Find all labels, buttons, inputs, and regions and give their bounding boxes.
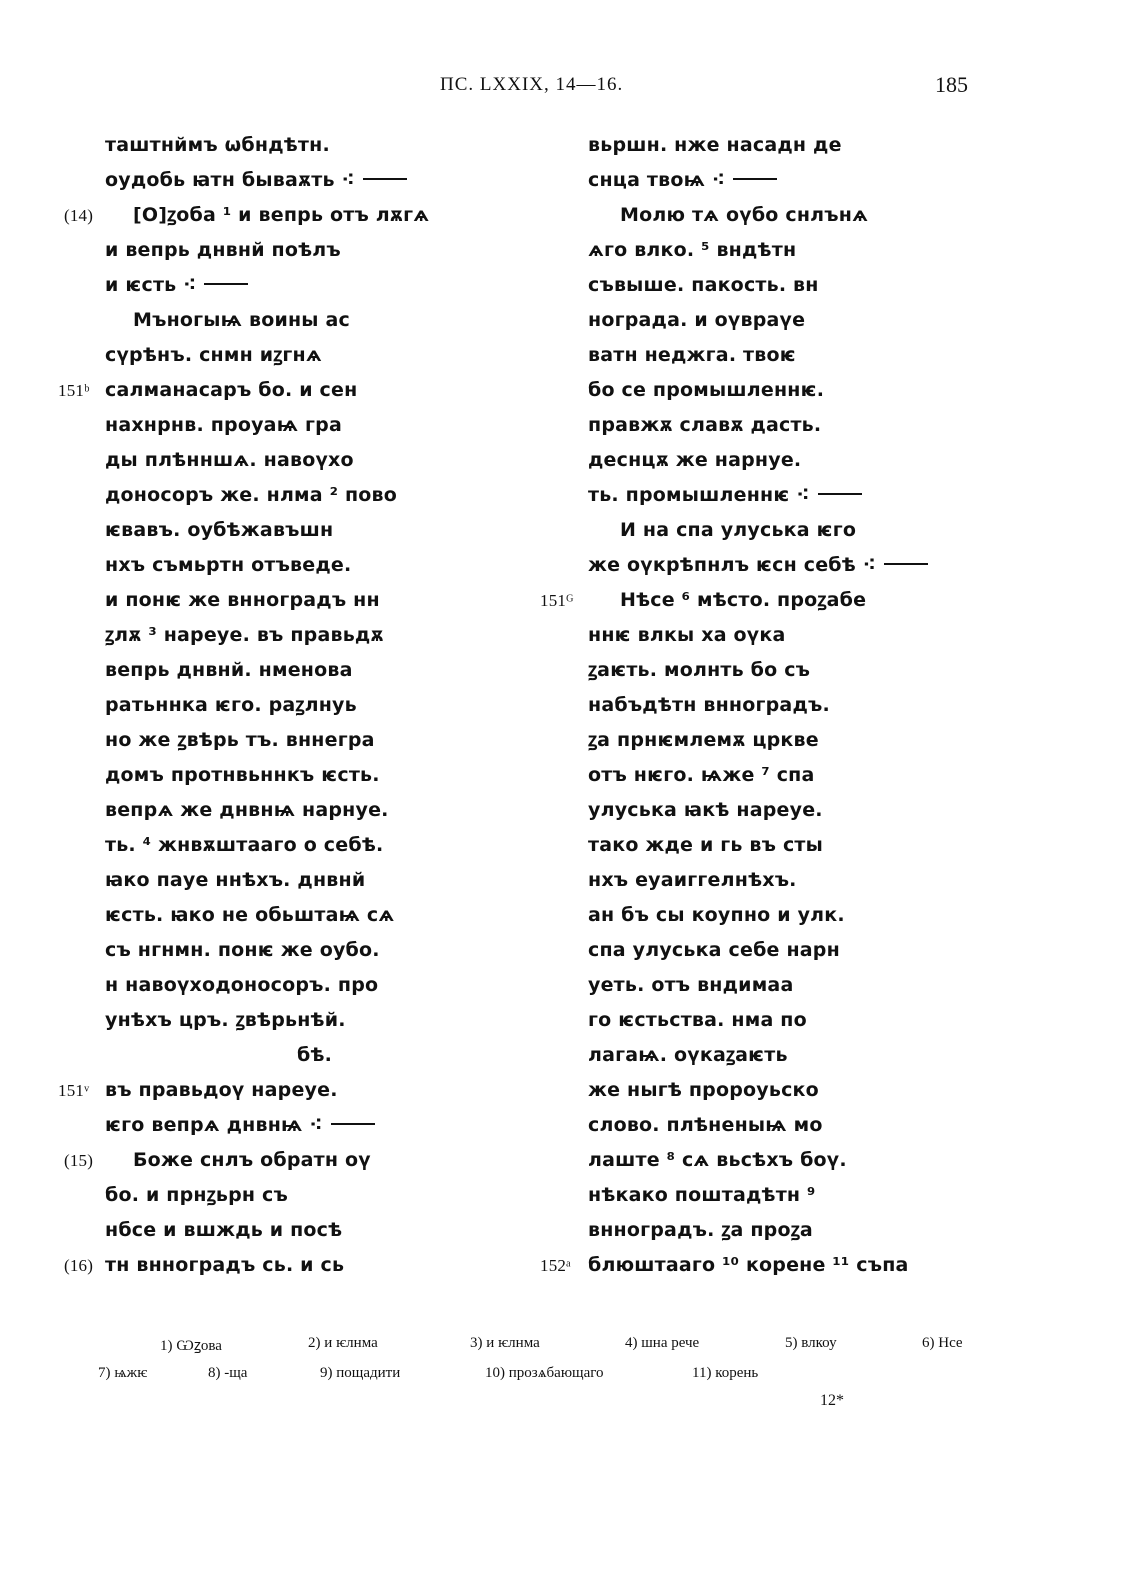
line-text-content: внноградъ. ꙁа проꙁа <box>588 1219 813 1241</box>
line-text <box>105 968 378 1003</box>
text-line <box>0 198 540 233</box>
text-line <box>540 863 960 898</box>
footnote: 3) и ѥлнма <box>470 1335 540 1351</box>
line-text-content: н навоүходоносоръ. про <box>105 974 379 996</box>
line-text <box>105 758 380 793</box>
text-line <box>0 513 540 548</box>
verse-end-dash <box>331 1123 375 1125</box>
text-line <box>540 443 960 478</box>
line-text-content: снца твоѩ ⁖ <box>588 169 726 191</box>
line-text <box>588 653 810 688</box>
line-text-content: салманасаръ бо. и сен <box>105 379 358 401</box>
page-header <box>0 72 1140 102</box>
line-text <box>588 863 797 898</box>
line-text-content: тн внноградъ сь. и сь <box>105 1254 345 1276</box>
text-line <box>540 548 960 583</box>
verse-end-dash <box>204 283 248 285</box>
text-line <box>540 128 960 163</box>
margin-reference: 151ᴳ <box>540 591 574 610</box>
text-line <box>540 1003 960 1038</box>
line-text <box>588 1003 807 1038</box>
line-text <box>105 898 394 933</box>
line-text <box>105 653 353 688</box>
line-text-content: блюштааго ¹⁰ корене ¹¹ съпа <box>588 1254 909 1276</box>
line-text <box>588 793 823 828</box>
verse-end-dash <box>733 178 777 180</box>
text-line <box>540 1143 960 1178</box>
text-line <box>540 408 960 443</box>
line-text <box>105 1073 338 1108</box>
text-line <box>0 688 540 723</box>
text-line <box>0 233 540 268</box>
line-text-content: и ѥсть ⁖ <box>105 274 197 296</box>
footnotes <box>0 1335 1140 1395</box>
right-column <box>540 128 960 1283</box>
line-text-content: нбсе и вшждь и посѣ <box>105 1219 343 1241</box>
line-text <box>588 828 823 863</box>
text-line <box>0 618 540 653</box>
text-line <box>540 373 960 408</box>
line-text-content: бо. и прнꙁьрн съ <box>105 1184 289 1206</box>
line-text-content: улуська ꙗкѣ нареуе. <box>588 799 823 821</box>
running-head: ПС. LXXIX, 14—16. <box>440 74 624 95</box>
line-text-content: нхъ еуаиггелнѣхъ. <box>588 869 797 891</box>
line-text-content: ватн неджга. твоѥ <box>588 344 796 366</box>
text-line <box>0 863 540 898</box>
text-line <box>0 478 540 513</box>
text-line <box>0 268 540 303</box>
text-line <box>0 828 540 863</box>
text-line <box>0 1038 540 1073</box>
line-text <box>588 478 862 513</box>
line-text <box>105 163 407 198</box>
text-line <box>0 1143 540 1178</box>
text-line <box>540 758 960 793</box>
footnote: 7) ѩжѥ <box>98 1365 148 1381</box>
text-line <box>540 1178 960 1213</box>
line-text-content: вьршн. нже насадн де <box>588 134 842 156</box>
line-text <box>588 443 801 478</box>
text-line <box>540 1108 960 1143</box>
line-text-content: [О]ꙁоба ¹ и вепрь отъ лѫгѧ <box>133 204 430 226</box>
line-text-content: набъдѣтн внноградъ. <box>588 694 830 716</box>
line-text-content: спа улуська себе нарн <box>588 939 840 961</box>
line-text <box>588 128 842 163</box>
line-text <box>588 1213 813 1248</box>
text-line <box>0 443 540 478</box>
line-text <box>297 1038 332 1073</box>
line-text-content: Нѣсе ⁶ мѣсто. проꙁабе <box>620 589 867 611</box>
footnote: 8) -ща <box>208 1365 248 1381</box>
line-text <box>588 163 777 198</box>
text-line <box>0 758 540 793</box>
line-text <box>105 408 342 443</box>
line-text <box>620 198 868 233</box>
text-line <box>540 1038 960 1073</box>
text-line <box>540 1213 960 1248</box>
line-text-content: бѣ. <box>297 1044 333 1066</box>
line-text-content: бо се промышленнѥ. <box>588 379 825 401</box>
line-text-content: ѥго вепрѧ днвнѩ ⁖ <box>105 1114 323 1136</box>
text-line <box>0 163 540 198</box>
line-text-content: Молю тѧ оүбо снлънѧ <box>620 204 869 226</box>
line-text-content: лагаѩ. оүкаꙁаѥть <box>588 1044 788 1066</box>
verse-end-dash <box>363 178 407 180</box>
text-line <box>540 828 960 863</box>
text-line <box>540 968 960 1003</box>
line-text-content: Боже снлъ обратн оү <box>133 1149 371 1171</box>
footnote: 1) Ѡꙁова <box>160 1338 222 1354</box>
line-text-content: съ нгнмн. понѥ же оубо. <box>105 939 380 961</box>
line-text <box>588 338 796 373</box>
text-line <box>0 1108 540 1143</box>
text-line <box>0 583 540 618</box>
text-line <box>0 1003 540 1038</box>
line-text-content: и вепрь днвнй поѣлъ <box>105 239 341 261</box>
margin-reference: 152ᵃ <box>540 1256 571 1275</box>
line-text-content: вепрѧ же днвнѩ нарнуе. <box>105 799 389 821</box>
footnote: 2) и ѥлнма <box>308 1335 378 1351</box>
footnote: 10) прозѧбающаго <box>485 1365 604 1381</box>
text-line <box>540 1073 960 1108</box>
footnote-row <box>0 1365 1140 1395</box>
text-line <box>0 1213 540 1248</box>
text-line <box>0 1073 540 1108</box>
text-line <box>0 653 540 688</box>
line-text <box>105 1213 342 1248</box>
line-text-content: ꙁлѫ ³ нареуе. въ правьдѫ <box>105 624 384 646</box>
line-text <box>105 373 357 408</box>
line-text <box>105 128 330 163</box>
footnote-row <box>0 1335 1140 1365</box>
line-text-content: ꙁаѥть. молнть бо съ <box>588 659 811 681</box>
text-line <box>540 513 960 548</box>
line-text-content: лаште ⁸ сѧ вьсѣхъ боү. <box>588 1149 847 1171</box>
line-text-content: Мъногыѩ воины ас <box>133 309 350 331</box>
line-text <box>620 513 856 548</box>
line-text-content: ꙗко пауе ннѣхъ. днвнй <box>105 869 366 891</box>
left-column <box>0 128 540 1283</box>
footnote: 4) шна рече <box>625 1335 700 1351</box>
line-text-content: нахнрнв. проуаѩ гра <box>105 414 342 436</box>
line-text-content: ѥвавъ. оубѣжавъшн <box>105 519 334 541</box>
line-text <box>588 373 824 408</box>
line-text-content: же оүкрѣпнлъ ѥсн себѣ ⁖ <box>588 554 876 576</box>
margin-reference: 151ᵇ <box>58 381 90 400</box>
line-text <box>588 408 821 443</box>
line-text-content: отъ нѥго. ѩже ⁷ спа <box>588 764 815 786</box>
line-text-content: слово. плѣненыѩ мо <box>588 1114 823 1136</box>
footnote: 5) влкоу <box>785 1335 837 1351</box>
margin-reference: 151ᵛ <box>58 1081 90 1100</box>
line-text <box>105 863 365 898</box>
verse-end-dash <box>818 493 862 495</box>
line-text-content: же ныгѣ пророуьско <box>588 1079 819 1101</box>
line-text <box>588 548 928 583</box>
text-line <box>540 583 960 618</box>
text-line <box>0 338 540 373</box>
line-text <box>105 338 322 373</box>
text-line <box>540 268 960 303</box>
line-text <box>105 513 333 548</box>
line-text <box>588 1178 816 1213</box>
text-line <box>540 723 960 758</box>
line-text <box>105 933 380 968</box>
text-line <box>540 198 960 233</box>
text-line <box>540 793 960 828</box>
line-text <box>133 198 429 233</box>
text-line <box>0 968 540 1003</box>
text-line <box>0 1248 540 1283</box>
line-text <box>105 828 383 863</box>
footnote: 9) пощадити <box>320 1365 401 1381</box>
text-line <box>0 793 540 828</box>
page-number: 185 <box>935 72 968 97</box>
text-line <box>540 163 960 198</box>
footnote: 11) корень <box>692 1365 759 1381</box>
line-text <box>588 723 819 758</box>
line-text <box>588 1108 823 1143</box>
line-text <box>620 583 866 618</box>
line-text <box>105 583 380 618</box>
line-text-content: ть. ⁴ жнвѫштааго о себѣ. <box>105 834 384 856</box>
line-text-content: оудобь ꙗтн бываѫть ⁖ <box>105 169 355 191</box>
line-text-content: ннѥ влкы ха оүка <box>588 624 786 646</box>
line-text <box>588 758 815 793</box>
line-text <box>588 688 830 723</box>
line-text-content: унѣхъ цръ. ꙁвѣрьнѣй. <box>105 1009 346 1031</box>
line-text <box>588 1038 788 1073</box>
margin-reference: (14) <box>64 206 94 225</box>
line-text <box>105 443 354 478</box>
line-text-content: деснцѫ же нарнуе. <box>588 449 802 471</box>
line-text-content: го ѥстьства. нма по <box>588 1009 807 1031</box>
line-text-content: съвыше. пакость. вн <box>588 274 819 296</box>
line-text-content: ть. промышленнѥ ⁖ <box>588 484 810 506</box>
line-text-content: И на спа улуська ѥго <box>620 519 857 541</box>
line-text-content: ды плѣнншѧ. навоүхо <box>105 449 354 471</box>
margin-reference: (16) <box>64 1256 94 1275</box>
line-text-content: нѣкако поштадѣтн ⁹ <box>588 1184 816 1206</box>
line-text <box>105 723 375 758</box>
line-text <box>105 618 384 653</box>
line-text <box>588 1073 819 1108</box>
margin-reference: (15) <box>64 1151 94 1170</box>
line-text <box>105 1108 375 1143</box>
line-text-content: вепрь днвнй. нменова <box>105 659 353 681</box>
line-text <box>588 933 840 968</box>
line-text <box>588 968 793 1003</box>
line-text <box>105 478 397 513</box>
line-text-content: въ правьдоү нареуе. <box>105 1079 338 1101</box>
line-text <box>588 1248 909 1283</box>
line-text <box>588 233 796 268</box>
text-line <box>540 1248 960 1283</box>
line-text <box>588 1143 847 1178</box>
line-text-content: тако жде и гь въ сты <box>588 834 824 856</box>
line-text <box>588 268 819 303</box>
line-text-content: ан бъ сы коупно и улк. <box>588 904 845 926</box>
line-text-content: сүрѣнъ. снмн иꙁгнѧ <box>105 344 322 366</box>
line-text <box>105 233 341 268</box>
text-line <box>540 898 960 933</box>
line-text-content: таштнймъ ѡбндѣтн. <box>105 134 330 156</box>
footnote: 6) Нсе <box>922 1335 963 1351</box>
line-text <box>105 1003 346 1038</box>
text-line <box>0 548 540 583</box>
line-text <box>588 898 845 933</box>
text-line <box>540 688 960 723</box>
line-text-content: ꙁа прнѥмлемѫ цркве <box>588 729 819 751</box>
line-text-content: но же ꙁвѣрь тъ. вннегра <box>105 729 375 751</box>
text-line <box>540 618 960 653</box>
line-text-content: ѥсть. ꙗко не обьштаѩ сѧ <box>105 904 395 926</box>
text-line <box>0 723 540 758</box>
line-text <box>133 303 350 338</box>
line-text <box>105 688 357 723</box>
text-line <box>0 373 540 408</box>
line-text-content: доносоръ же. нлма ² пово <box>105 484 398 506</box>
line-text-content: ратьннка ѥго. раꙁлнуь <box>105 694 357 716</box>
text-line <box>540 338 960 373</box>
verse-end-dash <box>884 563 928 565</box>
line-text <box>105 1248 344 1283</box>
line-text <box>105 1178 288 1213</box>
line-text <box>105 548 351 583</box>
line-text-content: домъ протнвьннкъ ѥсть. <box>105 764 380 786</box>
text-line <box>0 898 540 933</box>
line-text-content: и понѥ же внноградъ нн <box>105 589 380 611</box>
line-text <box>105 793 389 828</box>
signature-mark: 12* <box>820 1392 844 1409</box>
text-line <box>540 653 960 688</box>
line-text-content: правжѫ славѫ дасть. <box>588 414 822 436</box>
line-text <box>133 1143 371 1178</box>
text-line <box>0 408 540 443</box>
text-line <box>0 128 540 163</box>
line-text-content: нограда. и оүвраүе <box>588 309 806 331</box>
line-text <box>588 618 786 653</box>
text-line <box>0 1178 540 1213</box>
line-text-content: ѧго влко. ⁵ вндѣтн <box>588 239 797 261</box>
line-text-content: нхъ съмьртн отъведе. <box>105 554 352 576</box>
line-text-content: уеть. отъ вндимаа <box>588 974 794 996</box>
text-line <box>540 303 960 338</box>
text-line <box>540 933 960 968</box>
line-text <box>105 268 248 303</box>
text-line <box>0 933 540 968</box>
line-text <box>588 303 805 338</box>
text-line <box>540 478 960 513</box>
text-line <box>540 233 960 268</box>
text-line <box>0 303 540 338</box>
